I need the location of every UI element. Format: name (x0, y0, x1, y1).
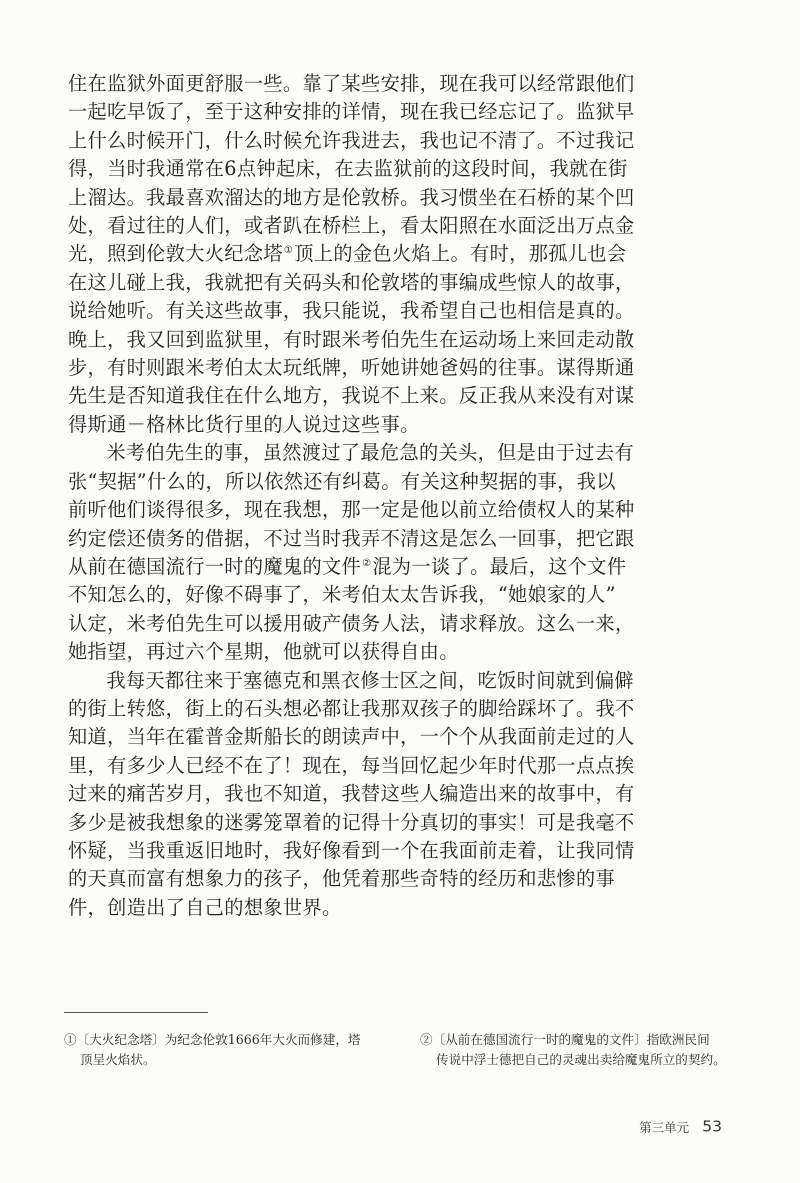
footnote-2 (420, 1030, 746, 1070)
text-line: 约定偿还债务的借据，不过当时我弄不清这是怎么一回事，把它跟 (68, 526, 635, 550)
text-line: 得斯通－格林比货行里的人说过这些事。 (68, 412, 420, 436)
footnote-line: 传说中浮士德把自己的灵魂出卖给魔鬼所立的契约。 (436, 1052, 726, 1067)
text-line: 我每天都往来于塞德克和黑衣修士区之间，吃饭时间就到偏僻 (106, 668, 634, 692)
text-line: 多少是被我想象的迷雾笼罩着的记得十分真切的事实！可是我毫不 (68, 810, 635, 834)
text-line: 晚上，我又回到监狱里，有时跟米考伯先生在运动场上来回走动散 (68, 327, 635, 351)
text-line: 的天真而富有想象力的孩子，他凭着那些奇特的经历和悲惨的事 (68, 867, 616, 891)
text-line: 前听他们谈得很多，现在我想，那一定是他以前立给债权人的某种 (68, 498, 635, 522)
text-line: 上什么时候开门，什么时候允许我进去，我也记不清了。不过我记 (68, 128, 635, 152)
text-line: 张“契据”什么的，所以依然还有纠葛。有关这种契据的事，我以 (68, 469, 616, 493)
text-line: 上溜达。我最喜欢溜达的地方是伦敦桥。我习惯坐在石桥的某个凹 (68, 185, 635, 209)
footnote-ref-1[interactable]: ① (283, 245, 294, 257)
text-line (68, 553, 740, 581)
paragraph-2 (68, 439, 740, 666)
text-line: 米考伯先生的事，虽然渡过了最危急的关头，但是由于过去有 (106, 441, 634, 465)
text-line: 住在监狱外面更舒服一些。靠了某些安排，现在我可以经常跟他们 (68, 72, 635, 95)
text-line: 说给她听。有关这些故事，我只能说，我希望自己也相信是真的。 (68, 299, 635, 323)
text-line: 在这儿碰上我，我就把有关码头和伦敦塔的事编成些惊人的故事， (68, 270, 635, 294)
text-line: 件，创造出了自己的想象世界。 (68, 895, 342, 919)
text-line: 她指望，再过六个星期，他就可以获得自由。 (68, 640, 459, 664)
text-line: 知道，当年在霍普金斯船长的朗读声中，一个个从我面前走过的人 (68, 725, 635, 749)
unit-label: 第三单元 (639, 1119, 690, 1135)
text-segment: 混为一谈了。最后，这个文件 (372, 554, 627, 578)
text-segment: 光，照到伦敦大火纪念塔 (68, 242, 283, 266)
text-line: 步，有时则跟米考伯太太玩纸牌，听她讲她爸妈的往事。谋得斯通 (68, 356, 635, 380)
text-segment: 从前在德国流行一时的魔鬼的文件 (68, 554, 362, 578)
text-line: 得，当时我通常在6点钟起床，在去监狱前的这段时间，我就在街 (68, 157, 628, 181)
text-line: 的街上转悠，街上的石头想必都让我那双孩子的脚给踩坏了。我不 (68, 696, 635, 720)
text-line: 认定，米考伯先生可以援用破产债务人法，请求释放。这么一来， (68, 611, 635, 635)
paragraph-1 (68, 70, 740, 439)
text-line: 先生是否知道我住在什么地方，我说不上来。反正我从来没有对谋 (68, 384, 635, 408)
footnote-line: 顶呈火焰状。 (80, 1052, 156, 1067)
text-line: 里，有多少人已经不在了！现在，每当回忆起少年时代那一点点挨 (68, 753, 635, 777)
footnote-ref-2[interactable]: ② (362, 557, 372, 569)
page-number: 53 (702, 1117, 722, 1136)
footnote-line: ①〔大火纪念塔〕为纪念伦敦1666年大火而修建，塔 (64, 1032, 361, 1047)
text-line (68, 240, 740, 268)
text-line: 过来的痛苦岁月，我也不知道，我替这些人编造出来的故事中，有 (68, 782, 635, 806)
footnote-divider (64, 1012, 208, 1013)
text-line: 一起吃早饭了，至于这种安排的详情，现在我已经忘记了。监狱早 (68, 100, 635, 124)
footnote-1 (64, 1030, 394, 1070)
text-line: 处，看过往的人们，或者趴在桥栏上，看太阳照在水面泛出万点金 (68, 214, 635, 238)
body-text (68, 70, 740, 922)
text-line: 不知怎么的，好像不碍事了，米考伯太太告诉我，“她娘家的人” (68, 583, 616, 607)
text-segment: 顶上的金色火焰上。有时，那孤儿也会 (294, 242, 627, 266)
text-line: 怀疑，当我重返旧地时，我好像看到一个在我面前走着，让我同情 (68, 838, 635, 862)
paragraph-3 (68, 667, 740, 923)
page-footer (639, 1116, 722, 1136)
footnote-line: ②〔从前在德国流行一时的魔鬼的文件〕指欧洲民间 (420, 1032, 710, 1047)
